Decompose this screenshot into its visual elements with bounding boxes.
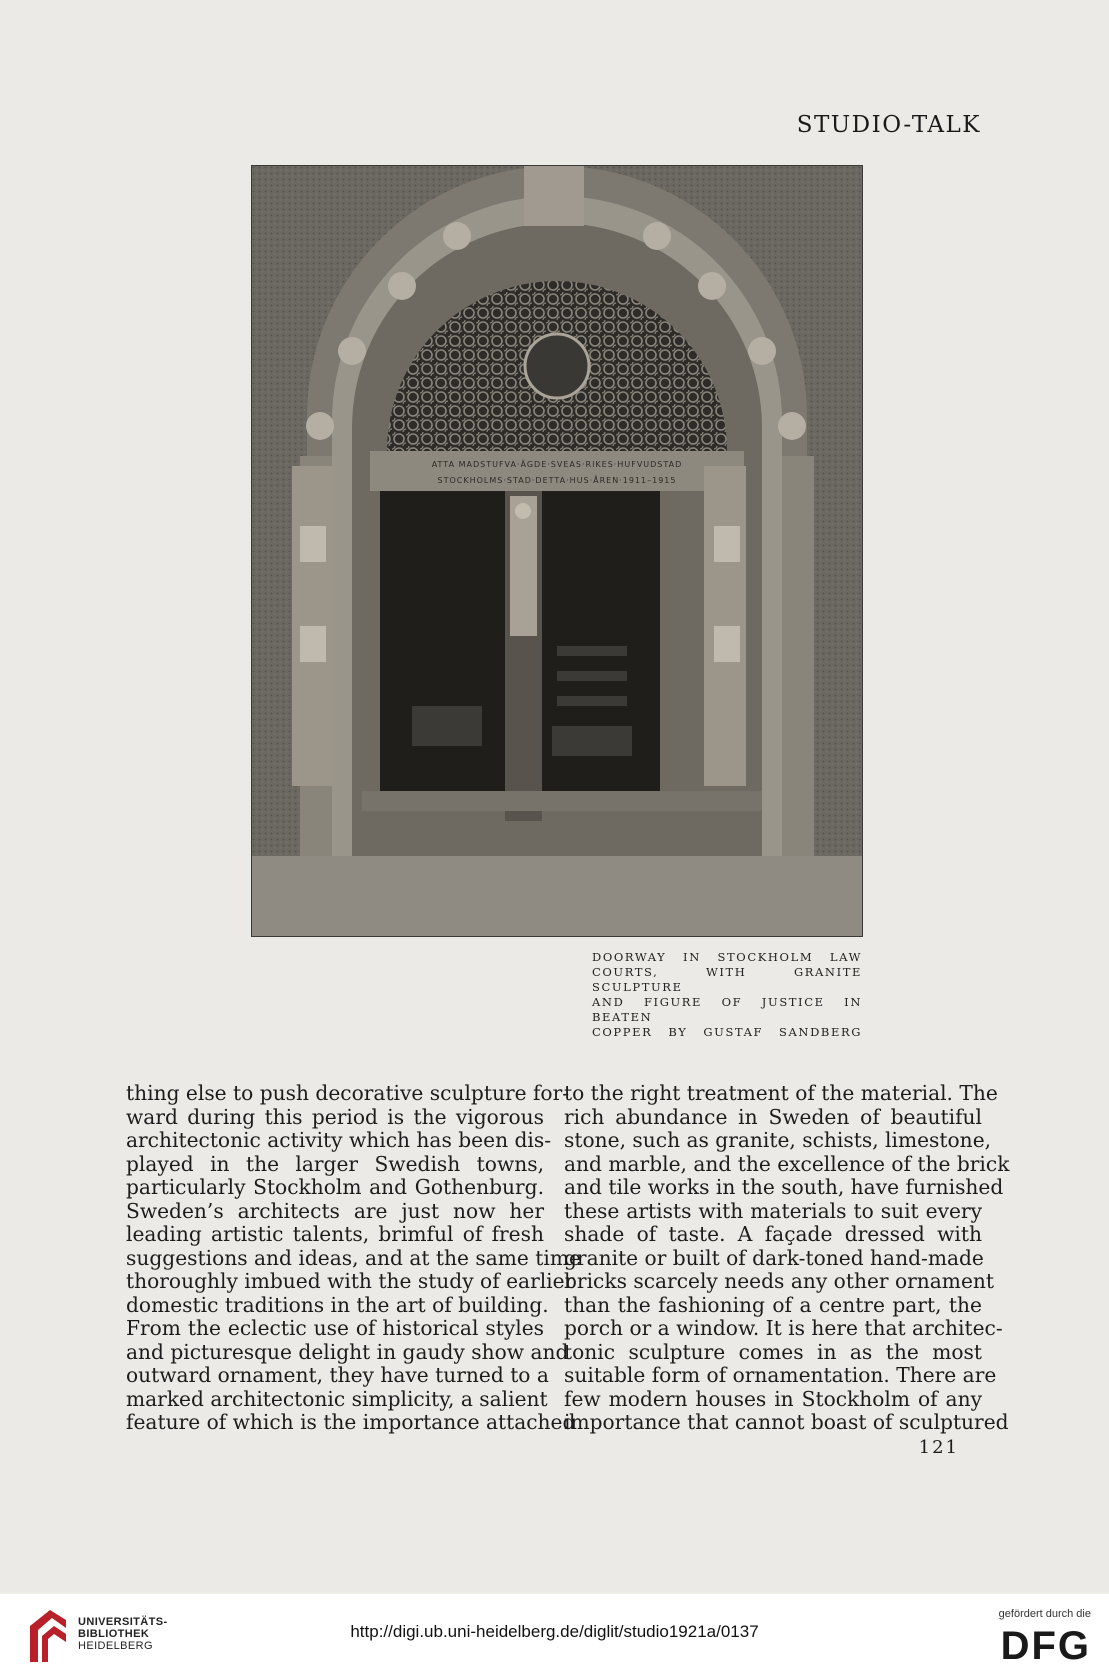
inscription-line-2: STOCKHOLMS·STAD·DETTA·HUS·ÅREN·1911–1915 xyxy=(437,476,677,485)
viewer-footer xyxy=(0,1594,1109,1674)
text-line: and marble, and the excellence of the brick xyxy=(564,1151,1010,1176)
text-line: thoroughly imbued with the study of earlier xyxy=(126,1269,575,1293)
page-number: 121 xyxy=(918,1437,959,1458)
text-line: suitable form of ornamentation. There are xyxy=(564,1363,997,1387)
text-line: shade of taste. A façade dressed with xyxy=(564,1222,982,1246)
text-line: and tile works in the south, have furnished xyxy=(564,1175,1004,1199)
plate-caption xyxy=(592,950,862,1040)
text-line: domestic traditions in the art of building. xyxy=(126,1292,549,1317)
text-line: leading artistic talents, brimful of fresh xyxy=(126,1222,544,1246)
text-line: feature of which is the importance attached xyxy=(126,1410,576,1434)
text-column-left xyxy=(126,1081,581,1435)
text-line: few modern houses in Stockholm of any xyxy=(564,1386,982,1411)
caption-line: AND FIGURE OF JUSTICE IN BEATEN xyxy=(592,995,862,1024)
library-name-line: UNIVERSITÄTS- xyxy=(78,1616,168,1628)
text-line: than the fashioning of a centre part, the xyxy=(564,1292,982,1317)
caption-line: COPPER BY GUSTAF SANDBERG xyxy=(592,1025,862,1039)
sponsor-note: gefördert durch die xyxy=(998,1608,1091,1620)
text-line: thing else to push decorative sculpture for- xyxy=(126,1081,570,1105)
running-head: STUDIO-TALK xyxy=(796,112,981,138)
text-column-right xyxy=(564,1081,1010,1435)
library-name-line: HEIDELBERG xyxy=(78,1640,153,1652)
text-line: importance that cannot boast of sculptured xyxy=(564,1410,1009,1434)
dfg-logo[interactable]: DFG xyxy=(1000,1624,1091,1668)
doorway-photograph xyxy=(252,166,862,936)
text-line: outward ornament, they have turned to a xyxy=(126,1363,549,1387)
inscription-line-1: ATTA MADSTUFVA·ÄGDE·SVEAS·RIKES·HUFVUDSTAD xyxy=(431,460,683,469)
text-line: played in the larger Swedish towns, xyxy=(126,1151,544,1176)
text-line: From the eclectic use of historical styles xyxy=(126,1316,544,1340)
text-line: these artists with materials to suit every xyxy=(564,1198,982,1223)
text-line: stone, such as granite, schists, limestone, xyxy=(564,1128,992,1152)
text-line: granite or built of dark-toned hand-made xyxy=(564,1245,984,1270)
text-line: bricks scarcely needs any other ornament xyxy=(564,1269,995,1293)
text-line: porch or a window. It is here that architec- xyxy=(564,1316,1003,1340)
library-name-line: BIBLIOTHEK xyxy=(78,1628,150,1640)
text-line: tonic sculpture comes in as the most xyxy=(564,1339,982,1364)
text-line: and picturesque delight in gaudy show and xyxy=(126,1339,569,1364)
text-line: rich abundance in Sweden of beautiful xyxy=(564,1104,982,1129)
permalink-url[interactable]: http://digi.ub.uni-heidelberg.de/diglit/studio1921a/0137 xyxy=(350,1622,759,1641)
caption-line: DOORWAY IN STOCKHOLM LAW xyxy=(592,950,862,964)
text-line: particularly Stockholm and Gothenburg. xyxy=(126,1175,544,1199)
text-line: architectonic activity which has been dis- xyxy=(126,1128,552,1152)
text-line: Sweden’s architects are just now her xyxy=(126,1198,544,1223)
text-line: marked architectonic simplicity, a salient xyxy=(126,1386,548,1411)
text-line: suggestions and ideas, and at the same time xyxy=(126,1245,581,1270)
text-line: ward during this period is the vigorous xyxy=(126,1104,544,1129)
caption-line: COURTS, WITH GRANITE SCULPTURE xyxy=(592,965,862,994)
text-line: to the right treatment of the material. The xyxy=(564,1081,998,1105)
